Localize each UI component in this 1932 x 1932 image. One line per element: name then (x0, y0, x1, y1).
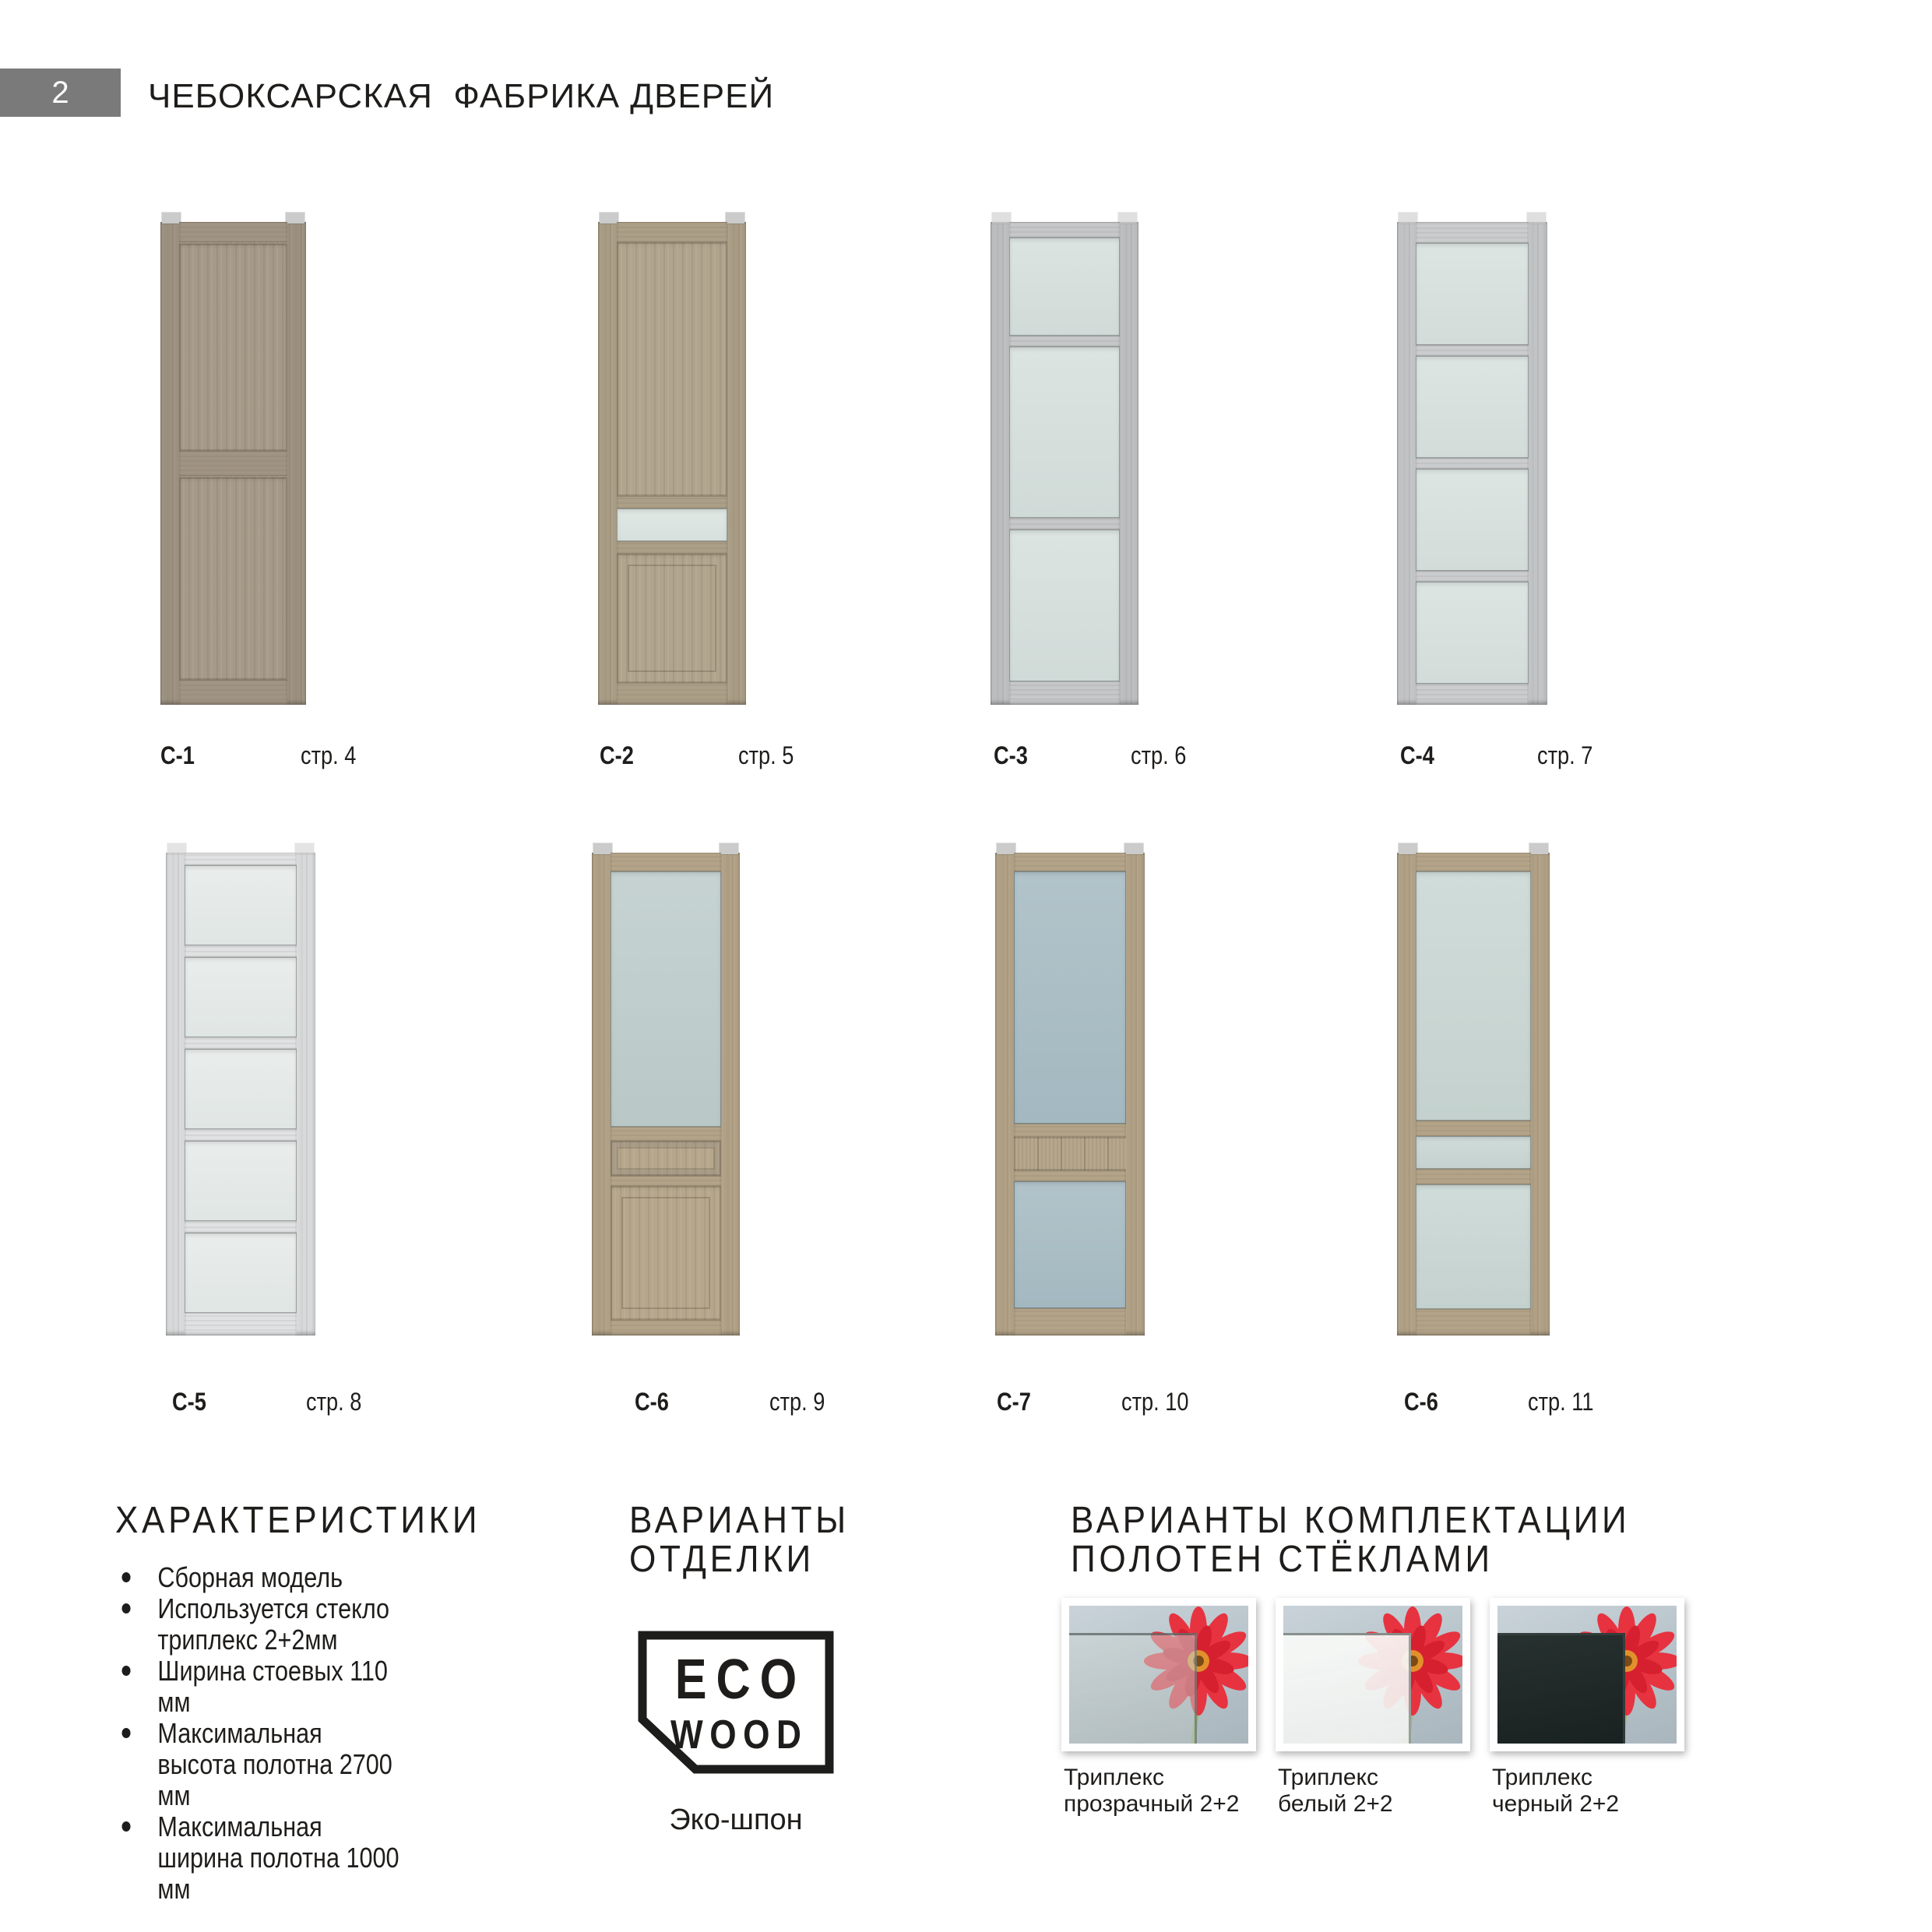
glazing-option-clear (1061, 1598, 1256, 1751)
glass-pane (1069, 1633, 1197, 1744)
glazing-caption-line1: Триплекс (1492, 1765, 1592, 1790)
glazing-option-white (1276, 1598, 1470, 1751)
door-page-ref: стр. 4 (301, 741, 357, 769)
finish-title-line2: ОТДЕЛКИ (629, 1539, 815, 1580)
door-model-label: С-3 (994, 741, 1028, 769)
rail (185, 853, 297, 865)
assembly-tab (286, 213, 304, 223)
rail (179, 451, 287, 476)
glass-pane (1416, 469, 1529, 571)
assembly-tab (1124, 843, 1143, 854)
glass-pane (1009, 530, 1120, 681)
assembly-tab (593, 843, 612, 854)
glazing-caption-line1: Триплекс (1064, 1765, 1164, 1790)
door-page-ref: стр. 11 (1528, 1388, 1594, 1416)
glazing-section-title (1071, 1501, 1679, 1579)
door-model-label: С-6 (635, 1388, 669, 1416)
glass-pane (611, 871, 721, 1127)
door-model-label: С-5 (172, 1388, 206, 1416)
wood-panel (611, 1141, 721, 1176)
rail (1416, 571, 1529, 582)
rail (185, 1129, 297, 1141)
rail (185, 1313, 297, 1336)
glazing-caption (1064, 1765, 1239, 1818)
glass-pane (1416, 582, 1529, 684)
glazing-title-line1: ВАРИАНТЫ КОМПЛЕКТАЦИИ (1071, 1500, 1631, 1541)
rail (617, 222, 727, 242)
assembly-tab (167, 843, 186, 854)
characteristics-title: ХАРАКТЕРИСТИКИ (115, 1500, 481, 1541)
rail (1416, 853, 1531, 871)
rail (1416, 1169, 1531, 1184)
glass-pane (185, 1233, 297, 1313)
glass-pane (617, 509, 727, 541)
rail (1009, 336, 1120, 347)
glass-pane (185, 1049, 297, 1129)
wood-panel (617, 242, 727, 496)
door-image-c7 (995, 853, 1145, 1336)
door-image-c2 (598, 222, 746, 705)
door-image-c6b (1397, 853, 1550, 1336)
rail (185, 1037, 297, 1049)
characteristic-item: Максимальная ширина полотна 1000 мм (115, 1811, 400, 1905)
finish-title-line1: ВАРИАНТЫ (629, 1500, 850, 1541)
wood-panel (617, 554, 727, 683)
glazing-caption (1278, 1765, 1393, 1818)
glazing-title-line2: ПОЛОТЕН СТЁКЛАМИ (1071, 1539, 1494, 1580)
door-page-ref: стр. 5 (738, 741, 794, 769)
wood-panel (179, 477, 287, 680)
finish-section (629, 1501, 868, 1579)
door-page-ref: стр. 7 (1537, 741, 1593, 769)
assembly-tab (162, 213, 181, 223)
assembly-tab (997, 843, 1015, 854)
assembly-tab (992, 213, 1011, 223)
rail (1416, 684, 1529, 705)
rail (1416, 458, 1529, 469)
characteristic-item: Используется стекло триплекс 2+2мм (115, 1593, 400, 1656)
rail (611, 1127, 721, 1141)
rail (185, 945, 297, 957)
rail (179, 222, 287, 242)
door-image-c4 (1397, 222, 1547, 705)
rail (185, 1221, 297, 1233)
rail (617, 496, 727, 509)
glass-pane (1416, 1136, 1531, 1169)
characteristic-item: Ширина стоевых 110 мм (115, 1656, 400, 1718)
assembly-tab (1399, 213, 1417, 223)
door-image-c6 (592, 853, 740, 1336)
wood-panel (1014, 1137, 1126, 1170)
glass-pane (185, 865, 297, 945)
rail (1009, 518, 1120, 530)
door-model-label: С-7 (997, 1388, 1031, 1416)
eco-badge-text-bottom: WOOD (670, 1712, 808, 1758)
characteristics-section (115, 1501, 512, 1905)
glazing-caption-line2: черный 2+2 (1492, 1791, 1620, 1817)
glazing-caption (1492, 1765, 1619, 1818)
glass-pane (1416, 871, 1531, 1121)
assembly-tab (1529, 843, 1548, 854)
rail (1009, 681, 1120, 705)
door-page-ref: стр. 9 (769, 1388, 825, 1416)
door-page-ref: стр. 8 (306, 1388, 362, 1416)
rail (611, 1320, 721, 1336)
wood-panel (611, 1186, 721, 1320)
rail (1014, 853, 1126, 871)
door-model-label: С-4 (1400, 741, 1434, 769)
rail (1416, 1309, 1531, 1336)
glass-sample-photo (1283, 1606, 1462, 1744)
characteristics-list (115, 1562, 400, 1905)
glass-pane (1009, 238, 1120, 336)
eco-badge-text-top: ECO (674, 1649, 807, 1711)
glass-pane (1283, 1633, 1411, 1744)
door-image-c1 (160, 222, 306, 705)
rail (1416, 345, 1529, 356)
assembly-tab (600, 213, 618, 223)
glazing-caption-line1: Триплекс (1278, 1765, 1378, 1790)
page-title: ЧЕБОКСАРСКАЯ ФАБРИКА ДВЕРЕЙ (148, 77, 775, 115)
glass-pane (1416, 356, 1529, 458)
rail (1014, 1170, 1126, 1181)
rail (611, 1176, 721, 1186)
rail (1014, 1308, 1126, 1336)
door-page-ref: стр. 6 (1131, 741, 1187, 769)
glass-pane (1416, 1184, 1531, 1309)
assembly-tab (720, 843, 738, 854)
rail (1009, 222, 1120, 238)
characteristic-item: Сборная модель (115, 1562, 400, 1593)
door-page-ref: стр. 10 (1121, 1388, 1189, 1416)
door-image-c5 (166, 853, 315, 1336)
page-number-box (0, 69, 121, 117)
rail (611, 853, 721, 871)
glass-pane (185, 1141, 297, 1221)
glazing-caption-line2: прозрачный 2+2 (1064, 1791, 1240, 1817)
characteristic-item: Максимальная высота полотна 2700 мм (115, 1718, 400, 1811)
assembly-tab (1118, 213, 1137, 223)
assembly-tab (295, 843, 314, 854)
assembly-tab (1527, 213, 1546, 223)
glass-pane (1014, 1181, 1126, 1308)
assembly-tab (726, 213, 744, 223)
door-model-label: С-6 (1404, 1388, 1438, 1416)
glass-pane (185, 957, 297, 1037)
door-image-c3 (991, 222, 1138, 705)
eco-wood-badge (636, 1629, 836, 1775)
rail (1014, 1124, 1126, 1137)
glass-sample-photo (1069, 1606, 1248, 1744)
rail (1416, 222, 1529, 243)
wood-panel (179, 244, 287, 451)
glass-pane (1009, 347, 1120, 518)
assembly-tab (1399, 843, 1417, 854)
glass-pane (1014, 871, 1126, 1124)
glazing-caption-line2: белый 2+2 (1278, 1791, 1393, 1817)
eco-wood-caption: Эко-шпон (669, 1804, 803, 1836)
page-number: 2 (51, 75, 69, 110)
glass-pane (1497, 1633, 1625, 1744)
glass-pane (1416, 243, 1529, 345)
glass-sample-photo (1497, 1606, 1677, 1744)
door-model-label: С-2 (600, 741, 634, 769)
door-model-label: С-1 (160, 741, 195, 769)
rail (179, 680, 287, 705)
rail (617, 541, 727, 554)
glazing-option-black (1490, 1598, 1684, 1751)
rail (1416, 1121, 1531, 1136)
rail (617, 683, 727, 705)
